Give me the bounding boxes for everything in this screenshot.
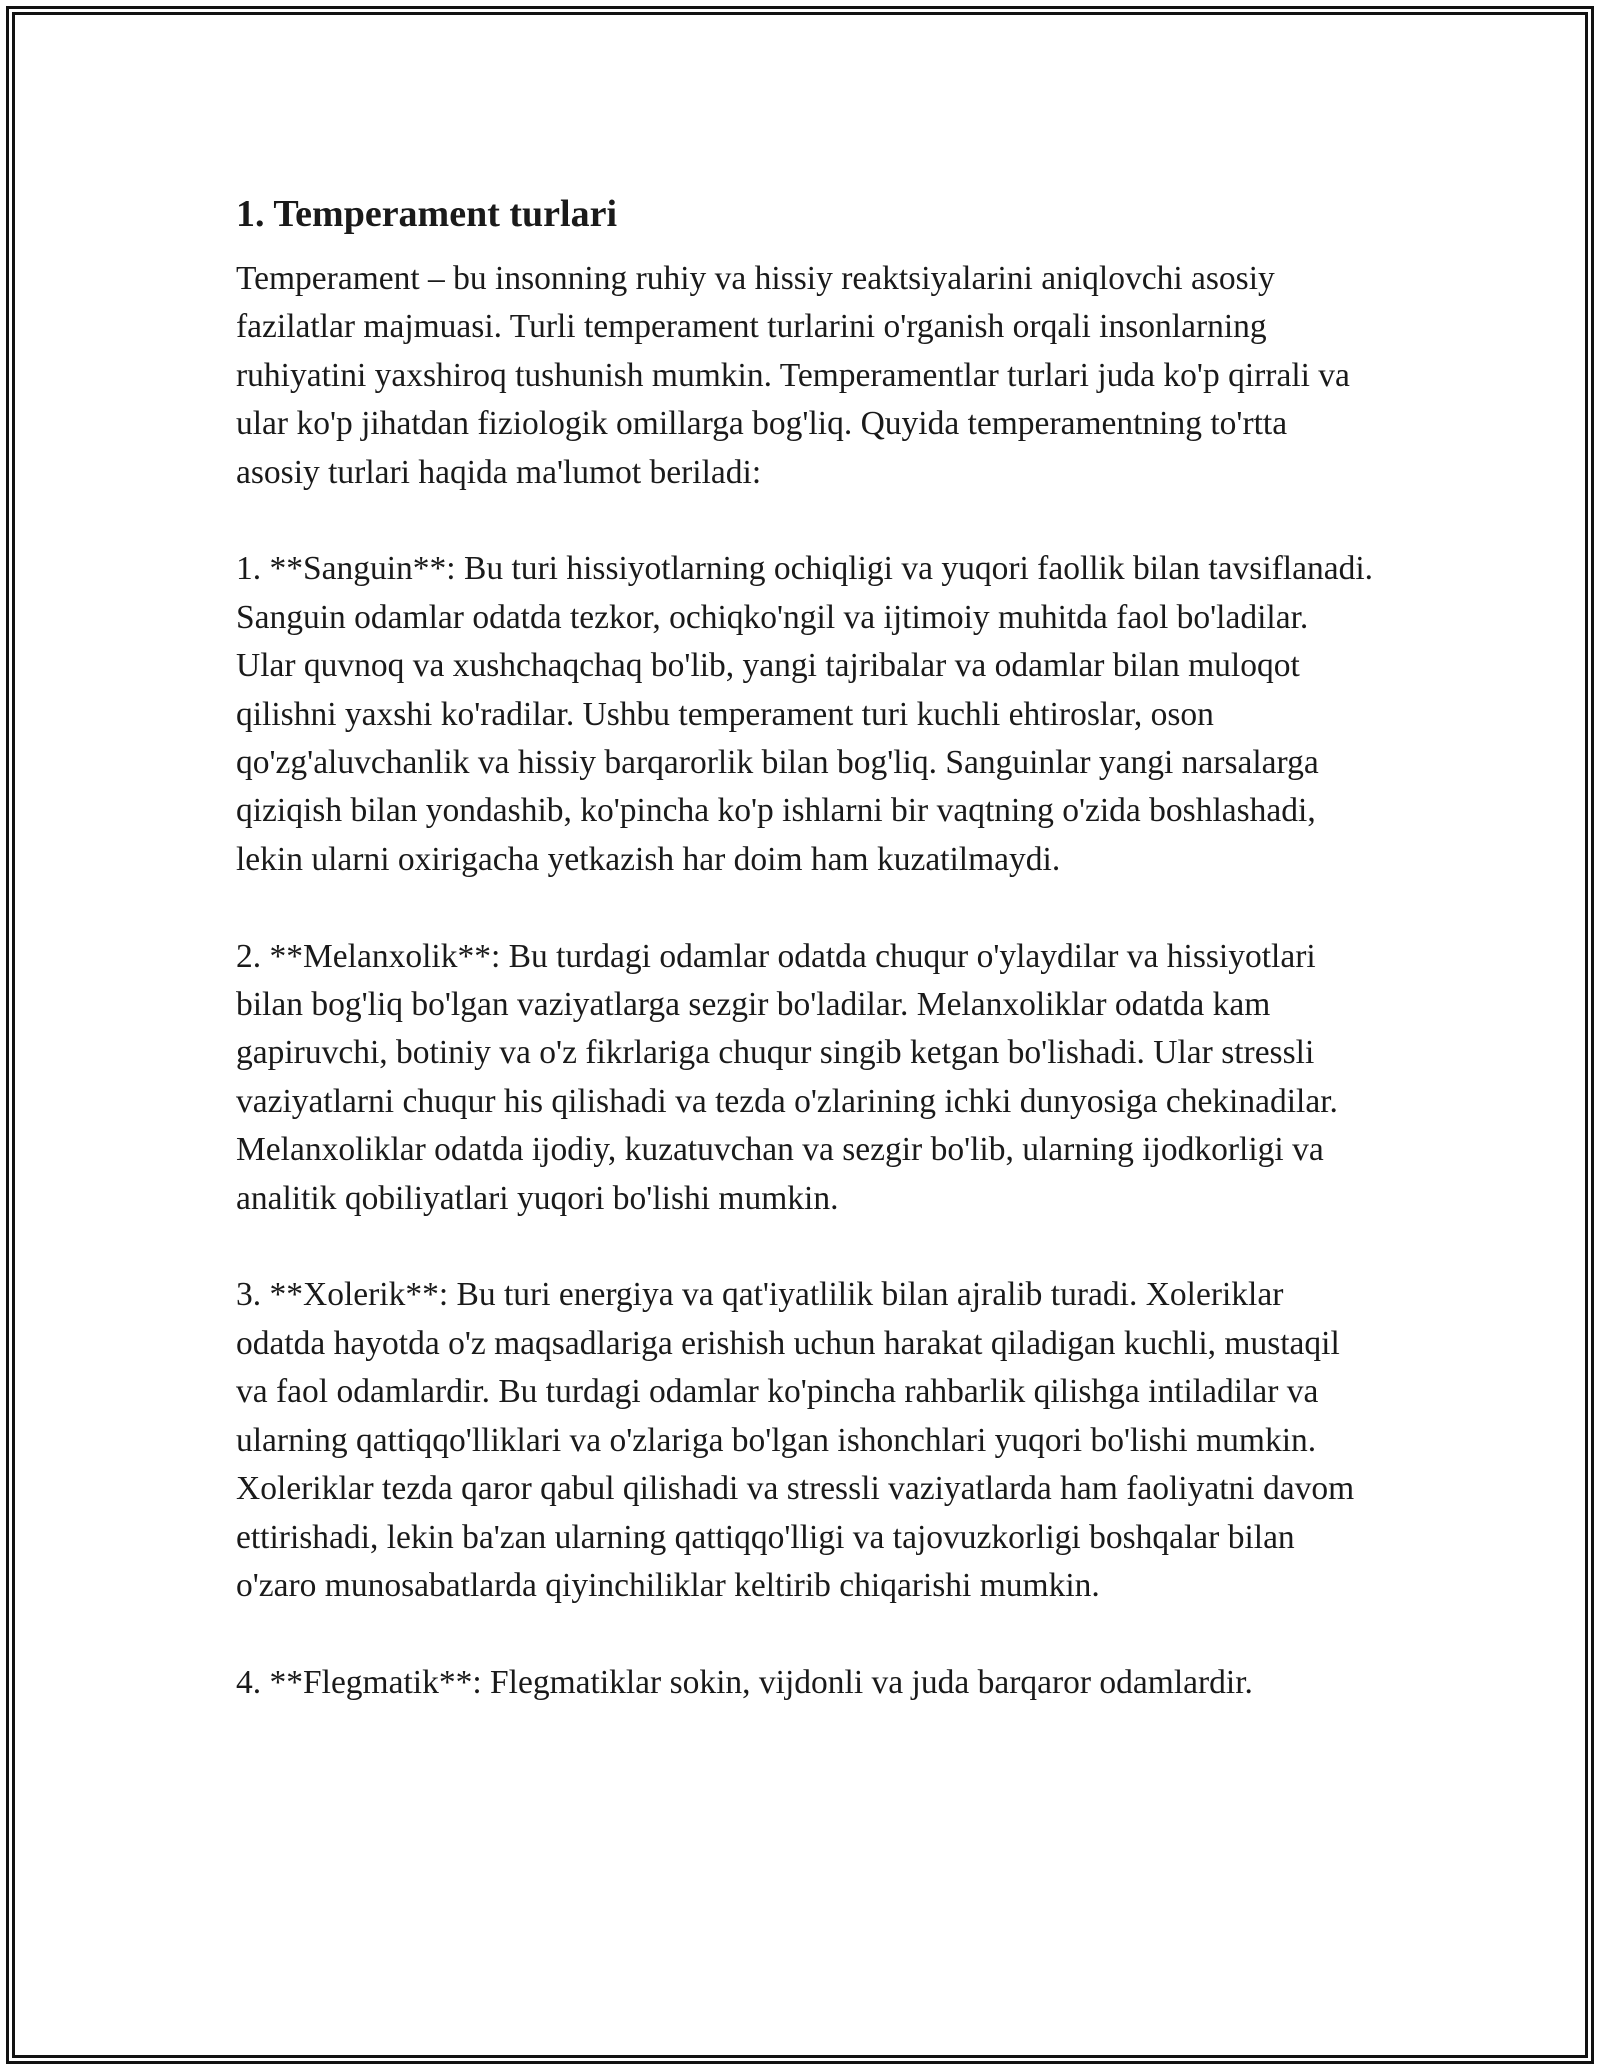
intro-paragraph: Temperament – bu insonning ruhiy va hissiy reaktsiyalarini aniqlovchi asosiy fazilatlar majmuasi. Turli temperament turlarini o'rganish orqali insonlarning ruhiyatini yaxshiroq tushunish mumkin. Temperamentlar turlari juda ko'p qirrali va ular ko'p jihatdan fiziologik omillarga bog'liq. Quyida temperamentning to'rtta asosiy turlari haqida ma'lumot beriladi: bbox=[236, 260, 1350, 491]
list-item-sanguin: 1. **Sanguin**: Bu turi hissiyotlarning ochiqligi va yuqori faollik bilan tavsiflanadi. Sanguin odamlar odatda tezkor, ochiqko'ngil va ijtimoiy muhitda faol bo'ladilar. Ular quvnoq va xushchaqchaq bo'lib, yangi tajribalar va odamlar bilan muloqot qilishni yaxshi ko'radilar. Ushbu temperament turi kuchli ehtiroslar, oson qo'zg'aluvchanlik va hissiy barqarorlik bilan bog'liq. Sanguinlar yangi narsalarga qiziqish bilan yondashib, ko'pincha ko'p ishlarni bir vaqtning o'zida boshlashadi, lekin ularni oxirigacha yetkazish har doim ham kuzatilmaydi. bbox=[236, 550, 1374, 878]
list-item-melanxolik: 2. **Melanxolik**: Bu turdagi odamlar odatda chuqur o'ylaydilar va hissiyotlari bilan bog'liq bo'lgan vaziyatlarga sezgir bo'ladilar. Melanxoliklar odatda kam gapiruvchi, botiniy va o'z fikrlariga chuqur singib ketgan bo'lishadi. Ular stressli vaziyatlarni chuqur his qilishadi va tezda o'zlarining ichki dunyosiga chekinadilar. Melanxoliklar odatda ijodiy, kuzatuvchan va sezgir bo'lib, ularning ijodkorligi va analitik qobiliyatlari yuqori bo'lishi mumkin. bbox=[236, 937, 1338, 1217]
list-item-xolerik: 3. **Xolerik**: Bu turi energiya va qat'iyatlilik bilan ajralib turadi. Xoleriklar odatda hayotda o'z maqsadlariga erishish uchun harakat qiladigan kuchli, mustaqil va faol odamlardir. Bu turdagi odamlar ko'pincha rahbarlik qilishga intiladilar va ularning qattiqqo'lliklari va o'zlariga bo'lgan ishonchlari yuqori bo'lishi mumkin. Xoleriklar tezda qaror qabul qilishadi va stressli vaziyatlarda ham faoliyatni davom ettirishadi, lekin ba'zan ularning qattiqqo'lligi va tajovuzkorligi boshqalar bilan o'zaro munosabatlarda qiyinchiliklar keltirib chiqarishi mumkin. bbox=[236, 1276, 1355, 1604]
list-item-flegmatik: 4. **Flegmatik**: Flegmatiklar sokin, vijdonli va juda barqaror odamlardir. bbox=[236, 1663, 1253, 1701]
section-heading: 1. Temperament turlari bbox=[236, 193, 618, 235]
document-body bbox=[236, 187, 1376, 1707]
